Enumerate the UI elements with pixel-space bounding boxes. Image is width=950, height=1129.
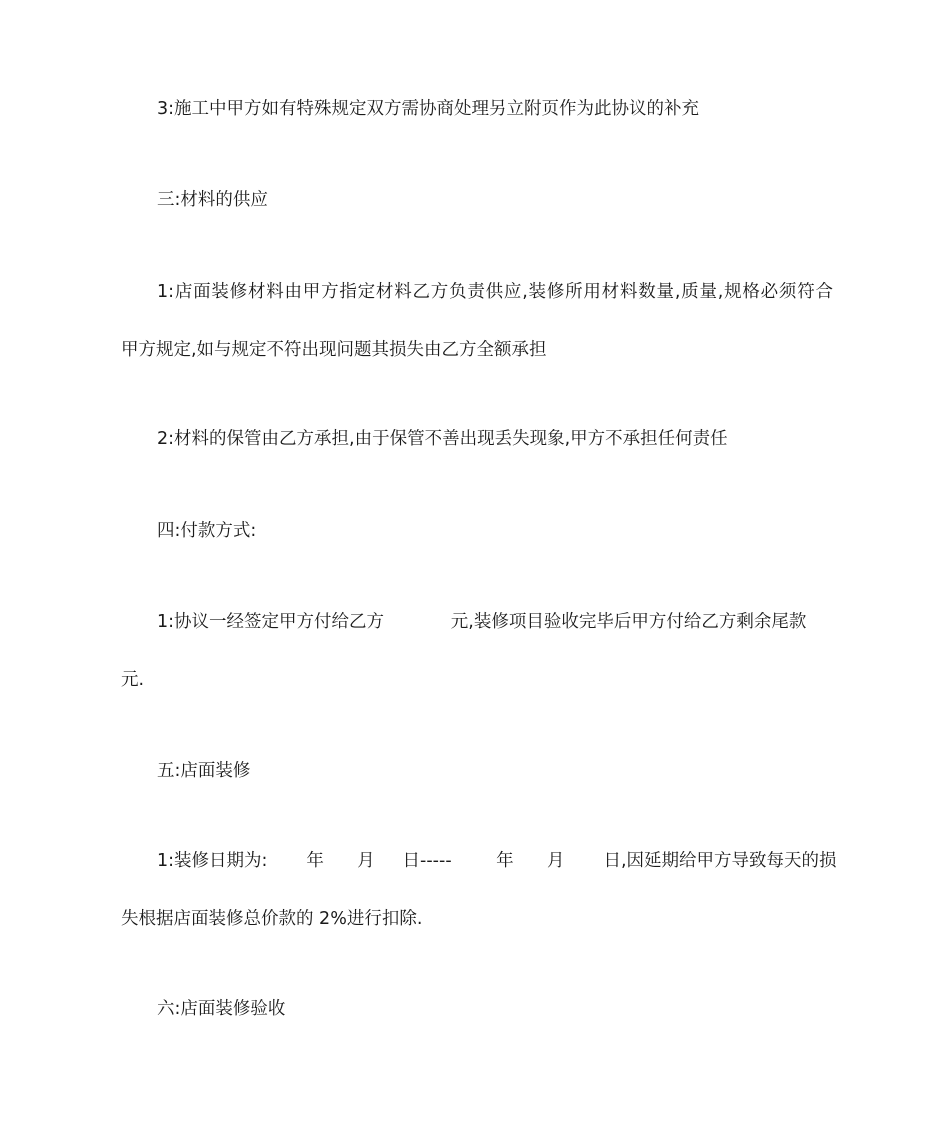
clause-payment-1-line-1: 1:协议一经签定甲方付给乙方 元,装修项目验收完毕后甲方付给乙方剩余尾款 xyxy=(157,612,807,632)
clause-materials-1-line-1: 1:店面装修材料由甲方指定材料乙方负责供应,装修所用材料数量,质量,规格必须符合 xyxy=(157,282,833,302)
section-5-heading: 五:店面装修 xyxy=(157,761,251,781)
clause-materials-2: 2:材料的保管由乙方承担,由于保管不善出现丢失现象,甲方不承担任何责任 xyxy=(157,429,728,449)
section-6-heading: 六:店面装修验收 xyxy=(157,999,286,1019)
section-3-heading: 三:材料的供应 xyxy=(157,190,268,210)
clause-renovation-1-line-1: 1:装修日期为: 年 月 日----- 年 月 日,因延期给甲方导致每天的损 xyxy=(157,851,837,871)
clause-materials-1-line-2: 甲方规定,如与规定不符出现问题其损失由乙方全额承担 xyxy=(121,340,547,360)
clause-3-special-rules: 3:施工中甲方如有特殊规定双方需协商处理另立附页作为此协议的补充 xyxy=(157,99,700,119)
section-4-heading: 四:付款方式: xyxy=(157,521,257,541)
clause-renovation-1-line-2: 失根据店面装修总价款的 2%进行扣除. xyxy=(121,909,423,929)
clause-payment-1-line-2: 元. xyxy=(121,670,145,690)
